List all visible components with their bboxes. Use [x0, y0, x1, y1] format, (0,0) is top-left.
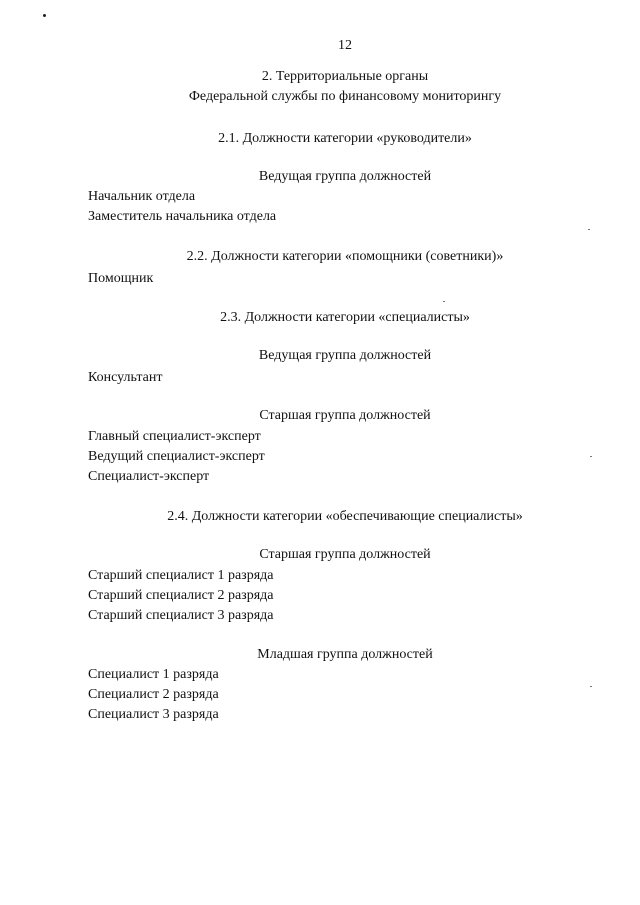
position-item: Специалист 1 разряда	[88, 667, 219, 682]
subsection-title-2-3: 2.3. Должности категории «специалисты»	[220, 310, 470, 325]
position-item: Помощник	[88, 271, 154, 286]
section-title-line-2: Федеральной службы по финансовому мониторингу	[188, 89, 502, 104]
position-item: Начальник отдела	[88, 189, 196, 204]
position-item: Старший специалист 2 разряда	[88, 588, 274, 603]
page-number: 12	[338, 38, 352, 53]
group-title: Старшая группа должностей	[259, 547, 431, 562]
position-item: Заместитель начальника отдела	[88, 209, 277, 224]
group-title: Ведущая группа должностей	[258, 169, 432, 184]
group-title: Младшая группа должностей	[257, 647, 433, 662]
group-title: Старшая группа должностей	[259, 408, 431, 423]
section-title-line-1: 2. Территориальные органы	[261, 69, 429, 84]
subsection-title-2-1: 2.1. Должности категории «руководители»	[218, 131, 472, 146]
position-item: Специалист-эксперт	[88, 469, 210, 484]
position-item: Старший специалист 3 разряда	[88, 608, 274, 623]
scan-mark	[590, 686, 592, 687]
scan-dot	[43, 14, 46, 17]
position-item: Консультант	[88, 370, 163, 385]
position-item: Специалист 3 разряда	[88, 707, 219, 722]
subsection-title-2-2: 2.2. Должности категории «помощники (советники)»	[186, 249, 504, 264]
position-item: Старший специалист 1 разряда	[88, 568, 274, 583]
scan-mark	[443, 301, 445, 302]
scan-mark	[588, 229, 590, 230]
scan-mark	[590, 456, 592, 457]
position-item: Главный специалист-эксперт	[88, 429, 261, 444]
position-item: Специалист 2 разряда	[88, 687, 219, 702]
position-item: Ведущий специалист-эксперт	[88, 449, 265, 464]
group-title: Ведущая группа должностей	[258, 348, 432, 363]
subsection-title-2-4: 2.4. Должности категории «обеспечивающие специалисты»	[167, 509, 523, 524]
